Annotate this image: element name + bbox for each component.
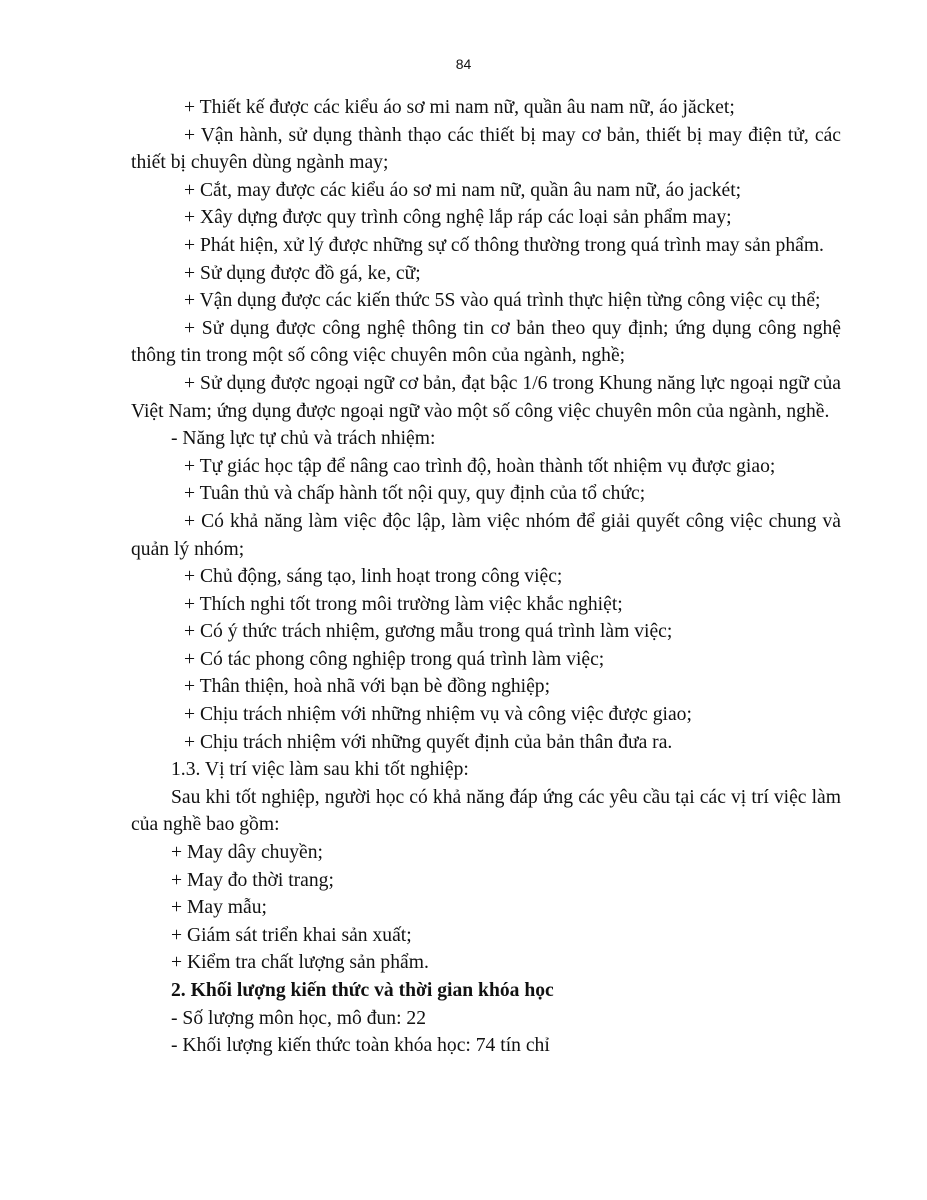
section-heading: 1.3. Vị trí việc làm sau khi tốt nghiệp: (171, 759, 469, 781)
page-number: 84 (455, 56, 472, 72)
paragraph: Sau khi tốt nghiệp, người học có khả năng đáp ứng các yêu cầu tại các vị trí việc làm của nghề bao gồm: (131, 786, 841, 836)
paragraph: + Chủ động, sáng tạo, linh hoạt trong công việc; (184, 566, 563, 588)
paragraph: + Sử dụng được công nghệ thông tin cơ bản theo quy định; ứng dụng công nghệ thông tin trong một số công việc chuyên môn của ngành, nghề; (131, 317, 841, 367)
section-heading: 2. Khối lượng kiến thức và thời gian khóa học (171, 980, 554, 1001)
paragraph: + Xây dựng được quy trình công nghệ lắp ráp các loại sản phẩm may; (184, 207, 732, 229)
paragraph: + Vận hành, sử dụng thành thạo các thiết bị may cơ bản, thiết bị may điện tử, các thiết bị chuyên dùng ngành may; (131, 124, 841, 174)
document-body (131, 94, 841, 1060)
paragraph: - Năng lực tự chủ và trách nhiệm: (171, 428, 436, 450)
paragraph: + Chịu trách nhiệm với những nhiệm vụ và công việc được giao; (184, 704, 692, 726)
list-item: + Giám sát triển khai sản xuất; (171, 924, 412, 946)
paragraph: + Có tác phong công nghiệp trong quá trình làm việc; (184, 648, 605, 670)
paragraph: + Sử dụng được ngoại ngữ cơ bản, đạt bậc 1/6 trong Khung năng lực ngoại ngữ của Việt Nam; ứng dụng được ngoại ngữ vào một số công việc chuyên môn của ngành, nghề. (131, 372, 841, 422)
paragraph: + Cắt, may được các kiểu áo sơ mi nam nữ, quần âu nam nữ, áo jackét; (184, 179, 742, 201)
paragraph: + Sử dụng được đồ gá, ke, cữ; (184, 262, 421, 284)
paragraph: + Tuân thủ và chấp hành tốt nội quy, quy định của tổ chức; (184, 483, 646, 505)
list-item: + May đo thời trang; (171, 869, 334, 891)
paragraph: + Tự giác học tập để nâng cao trình độ, hoàn thành tốt nhiệm vụ được giao; (184, 455, 776, 477)
paragraph: + Thiết kế được các kiểu áo sơ mi nam nữ, quần âu nam nữ, áo jăcket; (184, 97, 735, 118)
paragraph: + Thích nghi tốt trong môi trường làm việc khắc nghiệt; (184, 593, 623, 615)
paragraph: - Số lượng môn học, mô đun: 22 (171, 1007, 427, 1029)
paragraph: + Có ý thức trách nhiệm, gương mẫu trong quá trình làm việc; (184, 621, 673, 643)
paragraph: - Khối lượng kiến thức toàn khóa học: 74 tín chỉ (171, 1035, 550, 1057)
list-item: + Kiểm tra chất lượng sản phẩm. (171, 952, 429, 974)
paragraph: + Có khả năng làm việc độc lập, làm việc nhóm để giải quyết công việc chung và quản lý nhóm; (131, 510, 841, 560)
paragraph: + Phát hiện, xử lý được những sự cố thông thường trong quá trình may sản phẩm. (184, 234, 824, 256)
paragraph: + Chịu trách nhiệm với những quyết định của bản thân đưa ra. (184, 731, 673, 753)
list-item: + May mẫu; (171, 897, 267, 919)
paragraph: + Thân thiện, hoà nhã với bạn bè đồng nghiệp; (184, 676, 551, 698)
list-item: + May dây chuyền; (171, 842, 323, 864)
paragraph: + Vận dụng được các kiến thức 5S vào quá trình thực hiện từng công việc cụ thể; (184, 290, 821, 312)
